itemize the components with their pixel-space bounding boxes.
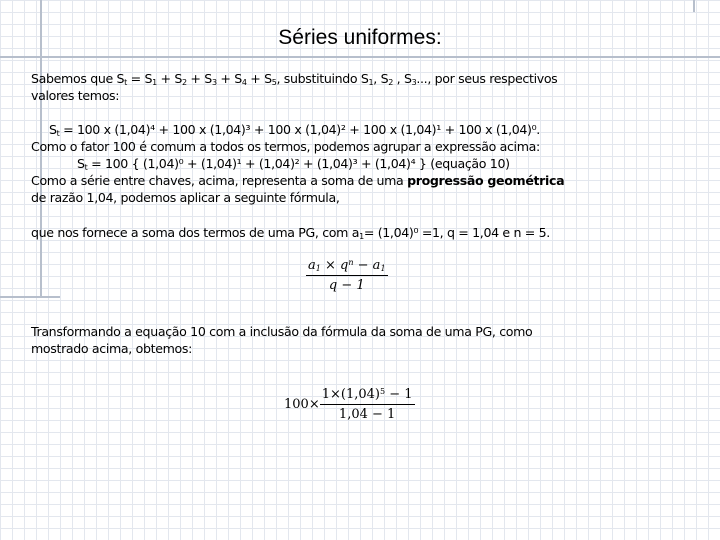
vertical-rule-right: [693, 0, 695, 12]
horizontal-rule-mid: [0, 296, 60, 298]
pg-bold-term: progressão geométrica: [407, 173, 565, 188]
intro-line-1: Sabemos que $S_t = S_1 + S_2 + S_3 + S_4 + S_5$, substituindo $S_1$, $S_2$ , $S_3$..., por seus respectivos: [31, 71, 558, 87]
page-title: Séries uniformes:: [278, 26, 442, 49]
transform-line-2: mostrado acima, obtemos:: [31, 341, 192, 356]
intro-line-2: valores temos:: [31, 88, 120, 103]
transform-line-1: Transformando a equação 10 com a inclusão da fórmula da soma de uma PG, como: [31, 324, 533, 339]
sum-expression: $S_t = 100$ x (1,04)⁴ + 100 x (1,04)³ + 100 x (1,04)² + 100 x (1,04)¹ + 100 x (1,04)⁰.: [49, 122, 540, 138]
pg-parameters-line: que nos fornece a soma dos termos de uma PG, com $a_1= (1,04)^0 =1$, q = 1,04 e n = 5.: [31, 225, 550, 241]
factor-line: Como o fator 100 é comum a todos os termos, podemos agrupar a expressão acima:: [31, 139, 540, 154]
grouped-expression: $S_t = 100$ { (1,04)⁰ + (1,04)¹ + (1,04)² + (1,04)³ + (1,04)⁴ } (equação 10): [77, 156, 510, 172]
horizontal-rule-top: [0, 56, 720, 58]
series-line: Como a série entre chaves, acima, representa a soma de uma progressão geométrica: [31, 173, 565, 188]
ratio-line: de razão 1,04, podemos aplicar a seguinte fórmula,: [31, 190, 340, 205]
result-formula: 100× $\frac{1\times(1,04)^5 - 1}{1,04 - 1}$: [284, 387, 413, 422]
pg-sum-formula: $\frac{a_1 \times q^n - a_1}{q - 1}$: [308, 258, 386, 293]
